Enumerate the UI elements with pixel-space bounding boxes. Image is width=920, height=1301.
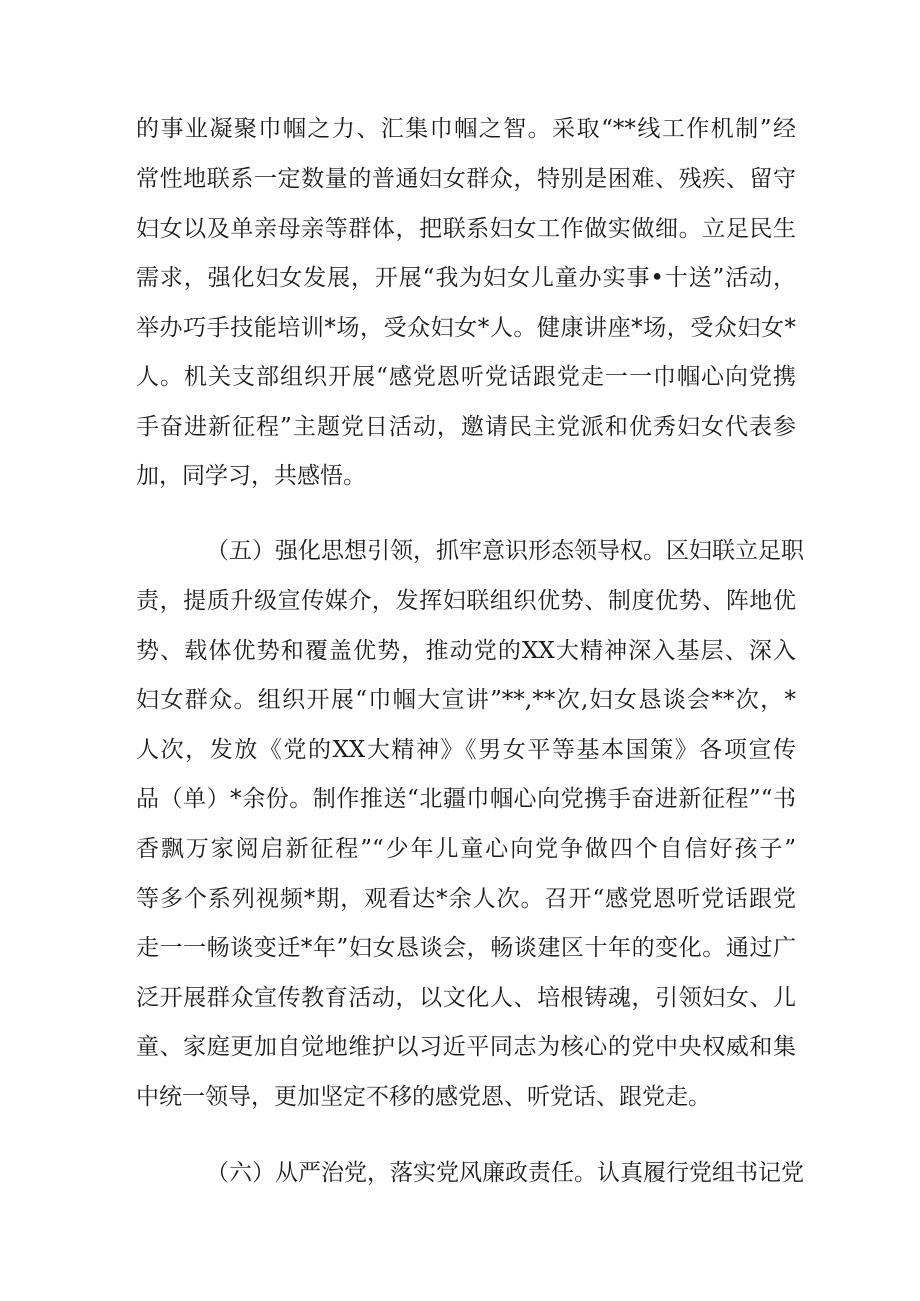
text-line: 举办巧手技能培训*场，受众妇女*人。健康讲座*场，受众妇女* [136,315,796,341]
text-line: 手奋进新征程”主题党日活动，邀请民主党派和优秀妇女代表参 [136,414,796,440]
text-line: 品（单）*余份。制作推送“北疆巾帼心向党携手奋进新征程”“书 [136,786,796,812]
text-line: 走一一畅谈变迁*年”妇女恳谈会，畅谈建区十年的变化。通过广 [136,935,796,961]
text-line: 中统一领导，更加坚定不移的感党恩、听党话、跟党走。 [136,1084,711,1110]
text-line: 的事业凝聚巾帼之力、汇集巾帼之智。采取“**线工作机制”经 [136,116,796,142]
text-line: 童、家庭更加自觉地维护以习近平同志为核心的党中央权威和集 [136,1034,796,1060]
text-line: 泛开展群众宣传教育活动，以文化人、培根铸魂，引领妇女、儿 [136,985,796,1011]
text-line: 等多个系列视频*期，观看达*余人次。召开“感党恩听党话跟党 [136,886,796,912]
text-line: 常性地联系一定数量的普通妇女群众，特别是困难、残疾、留守 [136,166,796,192]
text-line: 香飘万家阅启新征程”“少年儿童心向党争做四个自信好孩子” [136,836,796,862]
text-line: 责，提质升级宣传媒介，发挥妇联组织优势、制度优势、阵地优 [136,588,796,614]
text-line: 势、载体优势和覆盖优势，推动党的XX大精神深入基层、深入 [136,638,796,664]
text-line: 需求，强化妇女发展，开展“我为妇女儿童办实事•十送”活动， [136,265,796,291]
text-line: 人。机关支部组织开展“感党恩听党话跟党走一一巾帼心向党携 [136,364,796,390]
text-line: 妇女群众。组织开展“巾帼大宣讲”**,**次,妇女恳谈会**次，* [136,687,796,713]
text-line: 妇女以及单亲母亲等群体，把联系妇女工作做实做细。立足民生 [136,216,796,242]
paragraph-five-heading-line: （五）强化思想引领，抓牢意识形态领导权。区妇联立足职 [206,538,804,564]
paragraph-six-heading-line: （六）从严治党，落实党风廉政责任。认真履行党组书记党 [206,1160,804,1186]
text-line: 加，同学习，共感悟。 [136,463,366,489]
text-line: 人次，发放《党的XX大精神》《男女平等基本国策》各项宣传 [136,737,796,763]
